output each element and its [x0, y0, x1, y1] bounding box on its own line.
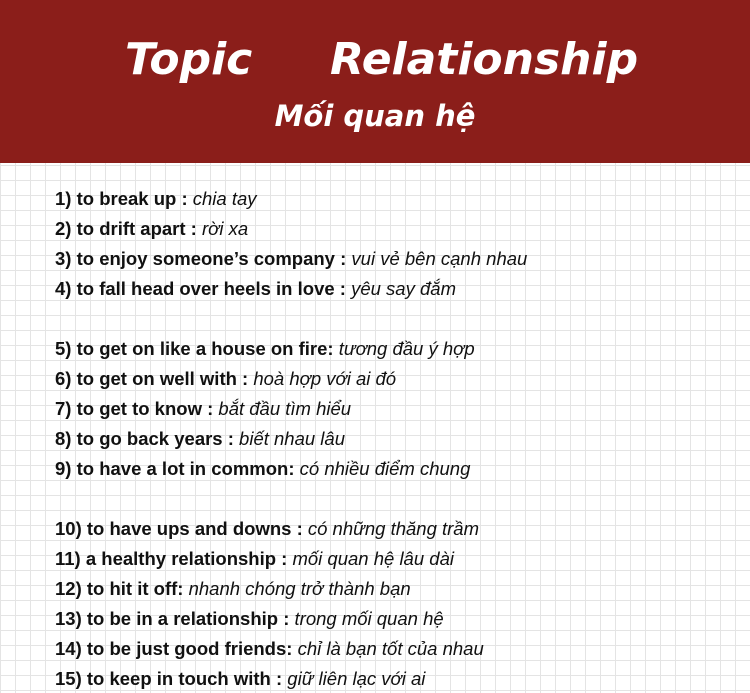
list-item — [55, 454, 745, 484]
item-meaning: tương đầu ý hợp — [338, 338, 475, 359]
item-term: 14) to be just good friends: — [55, 638, 298, 659]
item-meaning: chỉ là bạn tốt của nhau — [297, 638, 484, 659]
list-item — [55, 634, 745, 664]
item-term: 3) to enjoy someone’s company : — [55, 248, 352, 269]
item-term: 12) to hit it off: — [55, 578, 189, 599]
list-item — [55, 544, 745, 574]
item-term: 4) to fall head over heels in love : — [55, 278, 352, 299]
item-term: 11) a healthy relationship : — [55, 548, 293, 569]
title-topic: Topic — [125, 34, 253, 85]
title-relationship: Relationship — [330, 34, 639, 85]
list-item — [55, 274, 745, 304]
list-item — [55, 244, 745, 274]
list-item — [55, 424, 745, 454]
list-item — [55, 364, 745, 394]
group-spacer — [55, 304, 745, 334]
item-meaning: mối quan hệ lâu dài — [292, 548, 454, 569]
list-item — [55, 334, 745, 364]
item-meaning: bắt đầu tìm hiểu — [218, 398, 352, 419]
item-meaning: có nhiều điểm chung — [299, 458, 471, 479]
item-meaning: chia tay — [192, 188, 257, 209]
list-item — [55, 574, 745, 604]
page-title — [0, 30, 750, 94]
item-term: 7) to get to know : — [55, 398, 219, 419]
item-term: 6) to get on well with : — [55, 368, 254, 389]
vocabulary-list — [55, 184, 745, 693]
list-item — [55, 514, 745, 544]
item-meaning: biết nhau lâu — [239, 428, 345, 449]
item-meaning: yêu say đắm — [351, 278, 456, 299]
list-item — [55, 214, 745, 244]
item-term: 15) to keep in touch with : — [55, 668, 288, 689]
group-spacer — [55, 484, 745, 514]
item-term: 8) to go back years : — [55, 428, 240, 449]
header-banner — [0, 0, 750, 163]
item-meaning: hoà hợp với ai đó — [253, 368, 397, 389]
item-meaning: rời xa — [201, 218, 249, 239]
list-item — [55, 394, 745, 424]
item-meaning: nhanh chóng trở thành bạn — [188, 578, 411, 599]
item-meaning: giữ liên lạc với ai — [287, 668, 426, 689]
list-item — [55, 604, 745, 634]
item-term: 10) to have ups and downs : — [55, 518, 308, 539]
item-term: 9) to have a lot in common: — [55, 458, 300, 479]
item-term: 5) to get on like a house on fire: — [55, 338, 339, 359]
item-term: 13) to be in a relationship : — [55, 608, 295, 629]
item-meaning: có những thăng trầm — [307, 518, 480, 539]
list-item — [55, 664, 745, 693]
item-meaning: vui vẻ bên cạnh nhau — [351, 248, 528, 269]
page-subtitle: Mối quan hệ — [274, 99, 476, 133]
item-term: 1) to break up : — [55, 188, 193, 209]
item-term: 2) to drift apart : — [55, 218, 202, 239]
item-meaning: trong mối quan hệ — [294, 608, 444, 629]
list-item — [55, 184, 745, 214]
